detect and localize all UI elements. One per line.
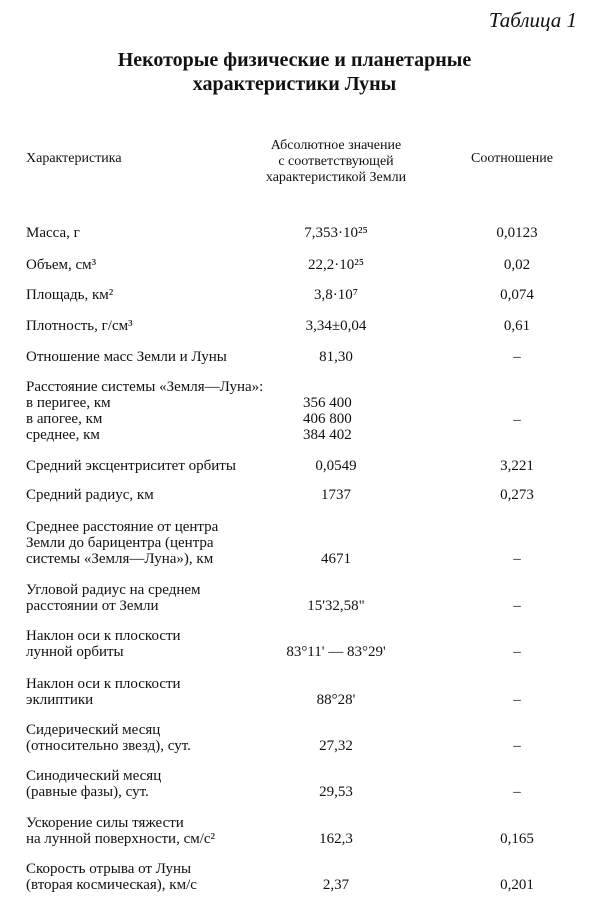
row-characteristic: Плотность, г/см³ (26, 318, 133, 334)
row-absolute-value: 162,3 (319, 831, 353, 847)
row-ratio: – (513, 412, 521, 428)
row-ratio: 0,273 (500, 487, 534, 503)
row-ratio: 0,074 (500, 287, 534, 303)
row-ratio: – (513, 692, 521, 708)
row-absolute-value: 29,53 (319, 784, 353, 800)
row-ratio: 0,0123 (496, 225, 538, 241)
row-ratio: – (513, 598, 521, 614)
row-characteristic: Средний эксцентриситет орбиты (26, 458, 236, 474)
row-absolute-value: 27,32 (319, 738, 353, 754)
row-absolute-value: 22,2·10²⁵ (308, 257, 364, 273)
row-ratio: – (513, 551, 521, 567)
row-absolute-value: 88°28' (316, 692, 356, 708)
row-ratio: 0,201 (500, 877, 534, 893)
row-absolute-value: 83°11' — 83°29' (286, 644, 386, 660)
row-ratio: 0,165 (500, 831, 534, 847)
row-ratio: – (513, 738, 521, 754)
row-absolute-value: 3,8·10⁷ (314, 287, 358, 303)
row-absolute-value: 2,37 (322, 877, 350, 893)
row-absolute-value: 0,0549 (315, 458, 357, 474)
row-absolute-value: 81,30 (319, 349, 353, 365)
row-absolute-value: 356 400 406 800 384 402 (303, 395, 352, 443)
row-characteristic: Наклон оси к плоскости эклиптики (26, 676, 181, 708)
row-characteristic: Синодический месяц (равные фазы), сут. (26, 768, 162, 800)
row-ratio: 3,221 (500, 458, 534, 474)
title-line-1: Некоторые физические и планетарные (117, 49, 472, 71)
row-characteristic: Скорость отрыва от Луны (вторая космическая), км/с (26, 861, 197, 893)
title-line-2: характеристики Луны (192, 73, 397, 95)
row-ratio: – (513, 349, 521, 365)
row-ratio: – (513, 644, 521, 660)
row-absolute-value: 1737 (321, 487, 351, 503)
row-characteristic: Угловой радиус на среднем расстоянии от Земли (26, 582, 201, 614)
row-characteristic: Площадь, км² (26, 287, 114, 303)
row-characteristic: Среднее расстояние от центра Земли до барицентра (центра системы «Земля—Луна»), км (26, 519, 219, 567)
column-header-absolute: Абсолютное значение с соответствующей характеристикой Земли (265, 138, 407, 185)
row-characteristic: Ускорение силы тяжести на лунной поверхности, см/с² (26, 815, 216, 847)
row-characteristic: Масса, г (26, 225, 80, 241)
column-header-characteristic: Характеристика (26, 151, 122, 166)
row-absolute-value: 15'32,58" (307, 598, 365, 614)
row-ratio: 0,02 (503, 257, 531, 273)
row-absolute-value: 3,34±0,04 (305, 318, 367, 334)
row-ratio: – (513, 784, 521, 800)
row-characteristic: Отношение масс Земли и Луны (26, 349, 227, 365)
row-characteristic: Наклон оси к плоскости лунной орбиты (26, 628, 181, 660)
row-absolute-value: 4671 (321, 551, 351, 567)
row-characteristic: Расстояние системы «Земля—Луна»: в перигее, км в апогее, км среднее, км (26, 379, 264, 443)
column-header-ratio: Соотношение (471, 151, 553, 166)
row-characteristic: Сидерический месяц (относительно звезд), сут. (26, 722, 191, 754)
row-absolute-value: 7,353·10²⁵ (304, 225, 368, 241)
row-characteristic: Средний радиус, км (26, 487, 154, 503)
row-characteristic: Объем, см³ (26, 257, 97, 273)
row-ratio: 0,61 (503, 318, 531, 334)
table-label: Таблица 1 (488, 8, 577, 32)
